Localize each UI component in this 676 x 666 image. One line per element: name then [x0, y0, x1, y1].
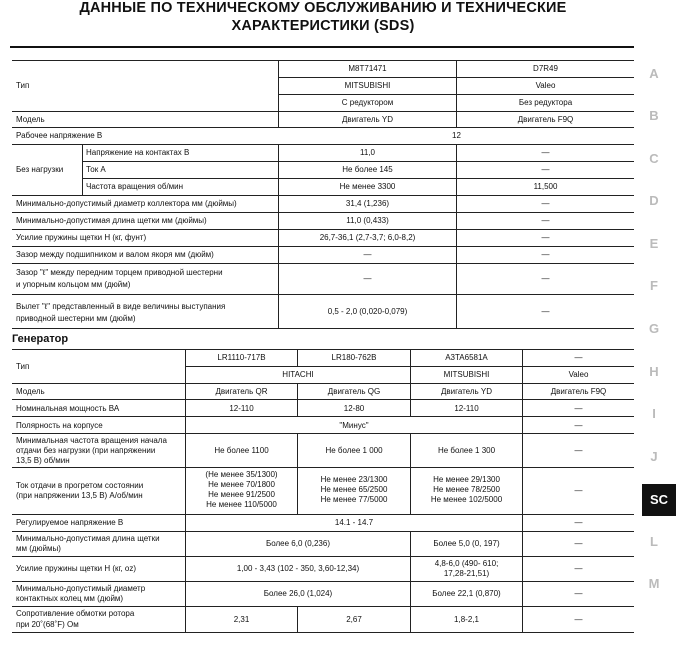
rule [12, 556, 634, 557]
alt-model-label: Модель [16, 387, 45, 396]
alt-brush-12: Более 6,0 (0,236) [265, 539, 330, 548]
rule [12, 399, 634, 400]
alt-maker-valeo: Valeo [568, 370, 589, 379]
alt-ground-label: Полярность на корпусе [16, 421, 103, 430]
alt-model-2: Двигатель QG [327, 387, 381, 396]
rule [82, 178, 634, 179]
alt-brush-label-2: мм (дюймы) [16, 544, 61, 553]
tab-b[interactable]: B [649, 108, 659, 123]
spring-label: Усилие пружины щетки Н (кг, фунт) [16, 233, 147, 242]
protrusion-2: — [541, 307, 550, 316]
alt-rotor-2: 2,67 [346, 615, 362, 624]
alt-spring-label: Усилие пружины щетки Н (кг, oz) [16, 564, 137, 573]
page-title-line2: ХАРАКТЕРИСТИКИ (SDS) [231, 18, 415, 34]
protrusion-1: 0,5 - 2,0 (0,020-0,079) [327, 307, 408, 316]
brush-length-label: Минимально-допустимая длина щетки мм (дюймы) [16, 216, 207, 225]
rule [82, 144, 83, 195]
alt-min-speed-label-3: 13,5 В) об/мин [16, 456, 70, 465]
alt-type-3: A3TA6581A [445, 353, 488, 362]
alt-slip-label-2: контактных колец мм (дюйм) [16, 594, 124, 603]
starter-gear-1: С редуктором [341, 98, 394, 107]
starter-gear-2: Без редуктора [518, 98, 573, 107]
rule [12, 531, 634, 532]
alt-hot-2c: Не менее 77/5000 [320, 495, 388, 504]
alt-spring-12: 1,00 - 3,43 (102 - 350, 3,60-12,34) [236, 564, 360, 573]
bearing-gap-2: — [541, 250, 550, 259]
alt-reg-label: Регулируемое напряжение В [16, 518, 124, 527]
rule [12, 328, 634, 329]
rule [12, 212, 634, 213]
alt-spring-4: — [574, 564, 583, 573]
alt-model-3: Двигатель YD [440, 387, 493, 396]
alt-min-speed-label-2: отдачи без нагрузки (при напряжении [16, 446, 156, 455]
rule [12, 433, 634, 434]
alt-power-label: Номинальная мощность ВА [16, 404, 120, 413]
speed-1: Не менее 3300 [339, 182, 396, 191]
alt-hot-2a: Не менее 23/1300 [320, 475, 388, 484]
alt-min-speed-1: Не более 1100 [214, 446, 269, 455]
rule [12, 60, 634, 61]
tab-l[interactable]: L [650, 534, 658, 549]
title-rule [10, 46, 634, 48]
starter-model-label: Модель [16, 115, 45, 124]
bearing-gap-1: — [363, 250, 372, 259]
rule [12, 416, 634, 417]
speed-label: Частота вращения об/мин [86, 182, 184, 191]
tab-i[interactable]: I [652, 406, 656, 421]
rule [12, 111, 634, 112]
alt-rotor-label: Сопротивление обмотки ротора [16, 609, 135, 618]
tab-a[interactable]: A [649, 66, 659, 81]
alt-min-speed-3: Не более 1 300 [437, 446, 496, 455]
alt-ground-4: — [574, 421, 583, 430]
terminal-voltage-2: — [541, 148, 550, 157]
alt-spring-3a: 4,8-6,0 (490- 610; [434, 559, 499, 568]
tab-h[interactable]: H [649, 364, 659, 379]
brush-length-2: — [541, 216, 550, 225]
tab-f[interactable]: F [650, 278, 658, 293]
alt-rotor-4: — [574, 615, 583, 624]
alt-model-4: Двигатель F9Q [550, 387, 607, 396]
rule [12, 144, 634, 145]
rule [12, 632, 634, 633]
tab-sc[interactable]: SC [642, 484, 676, 516]
alt-type-1: LR1110-717B [217, 353, 266, 362]
rule [12, 514, 634, 515]
commutator-1: 31,4 (1,236) [345, 199, 390, 208]
alt-hot-2b: Не менее 65/2500 [320, 485, 388, 494]
tab-m[interactable]: M [648, 576, 660, 591]
bearing-gap-label: Зазор между подшипником и валом якоря мм (дюйм) [16, 250, 214, 259]
alt-power-2: 12-80 [343, 404, 365, 413]
starter-model-2: Двигатель F9Q [517, 115, 574, 124]
alt-type-4: — [574, 353, 583, 362]
voltage-label: Рабочее напряжение В [16, 131, 103, 140]
alt-min-speed-label: Минимальная частота вращения начала [16, 436, 167, 445]
alt-model-1: Двигатель QR [215, 387, 268, 396]
rule [12, 581, 634, 582]
alt-ground-value: "Минус" [339, 421, 369, 430]
starter-maker-1: MITSUBISHI [344, 81, 391, 90]
voltage-value: 12 [452, 131, 461, 140]
alt-slip-4: — [574, 589, 583, 598]
alt-rotor-1: 2,31 [233, 615, 250, 624]
rule [12, 246, 634, 247]
alt-brush-4: — [574, 539, 583, 548]
alt-power-1: 12-110 [229, 404, 254, 413]
alt-hot-1d: Не менее 110/5000 [206, 500, 277, 509]
page-title: ДАННЫЕ ПО ТЕХНИЧЕСКОМУ ОБСЛУЖИВАНИЮ И ТЕХНИЧЕСКИЕ [79, 0, 567, 16]
pinion-gap-label-2: и упорным кольцом мм (дюйм) [16, 280, 131, 289]
alt-hot-4: — [574, 486, 583, 495]
no-load-label: Без нагрузки [16, 165, 64, 174]
alt-type-label: Тип [16, 362, 30, 371]
tab-j[interactable]: J [650, 449, 658, 464]
alt-slip-3: Более 22,1 (0,870) [432, 589, 501, 598]
pinion-gap-label: Зазор "ℓ" между передним торцем приводной шестерни [16, 268, 223, 277]
alt-hot-1b: Не менее 70/1800 [208, 480, 275, 489]
alt-rotor-3: 1,8-2,1 [454, 615, 479, 624]
alt-reg-value: 14.1 - 14.7 [334, 518, 374, 527]
starter-model-1: Двигатель YD [341, 115, 394, 124]
alternator-heading: Генератор [12, 333, 69, 345]
current-label: Ток А [86, 165, 106, 174]
current-1: Не более 145 [342, 165, 393, 174]
alt-power-4: — [574, 404, 583, 413]
alt-hot-3a: Не менее 29/1300 [433, 475, 500, 484]
rule [12, 127, 634, 128]
commutator-label: Минимально-допустимый диаметр коллектора мм (дюймы) [16, 199, 237, 208]
brush-length-1: 11,0 (0,433) [346, 216, 389, 225]
tab-d[interactable]: D [649, 193, 659, 208]
rule [12, 383, 634, 384]
alt-rotor-label-2: при 20˚(68˚F) Ом [16, 620, 79, 629]
alt-hot-1c: Не менее 91/2500 [208, 490, 275, 499]
alt-maker-hitachi: HITACHI [282, 370, 314, 379]
alt-slip-label: Минимально-допустимый диаметр [16, 584, 146, 593]
alt-slip-12: Более 26,0 (1,024) [263, 589, 333, 598]
speed-2: 11,500 [533, 182, 558, 191]
alt-min-speed-4: — [574, 446, 583, 455]
alt-brush-3: Более 5,0 (0, 197) [433, 539, 500, 548]
alt-hot-1a: (Не менее 35/1300) [205, 470, 278, 479]
alt-hot-label: Ток отдачи в прогретом состоянии [16, 481, 144, 490]
alt-spring-3b: 17,28-21,51) [443, 569, 490, 578]
pinion-gap-2: — [541, 274, 550, 283]
alt-type-2: LR180-762B [331, 353, 377, 362]
tab-e[interactable]: E [649, 236, 659, 251]
rule [82, 161, 634, 162]
terminal-voltage-1: 11,0 [360, 148, 375, 157]
rule [12, 606, 634, 607]
alt-maker-mitsubishi: MITSUBISHI [443, 370, 490, 379]
protrusion-label: Вылет "ℓ" представленный в виде величины выступания [16, 302, 226, 311]
starter-type-1: M8T71471 [348, 64, 387, 73]
alt-hot-label-2: (при напряжении 13,5 В) А/об/мин [16, 491, 143, 500]
spring-1: 26,7-36,1 (2,7-3,7; 6,0-8,2) [319, 233, 416, 242]
rule [12, 229, 634, 230]
alt-min-speed-2: Не более 1 000 [325, 446, 383, 455]
terminal-voltage-label: Напряжение на контактах В [86, 148, 190, 157]
starter-type-2: D7R49 [533, 64, 558, 73]
tab-g[interactable]: G [648, 321, 660, 336]
starter-type-label: Тип [16, 81, 30, 90]
tab-c[interactable]: C [649, 151, 659, 166]
rule [12, 349, 634, 350]
alt-hot-3c: Не менее 102/5000 [430, 495, 503, 504]
alt-brush-label: Минимально-допустимая длина щетки [16, 534, 160, 543]
spring-2: — [541, 233, 550, 242]
current-2: — [541, 165, 550, 174]
protrusion-label-2: приводной шестерни мм (дюйм) [16, 314, 136, 323]
alt-power-3: 12-110 [454, 404, 479, 413]
alt-reg-4: — [574, 518, 583, 527]
rule [12, 263, 634, 264]
starter-maker-2: Valeo [535, 81, 556, 90]
commutator-2: — [541, 199, 550, 208]
rule [12, 294, 634, 295]
pinion-gap-1: — [363, 274, 372, 283]
rule [12, 467, 634, 468]
alt-hot-3b: Не менее 78/2500 [433, 485, 500, 494]
rule [12, 195, 634, 196]
